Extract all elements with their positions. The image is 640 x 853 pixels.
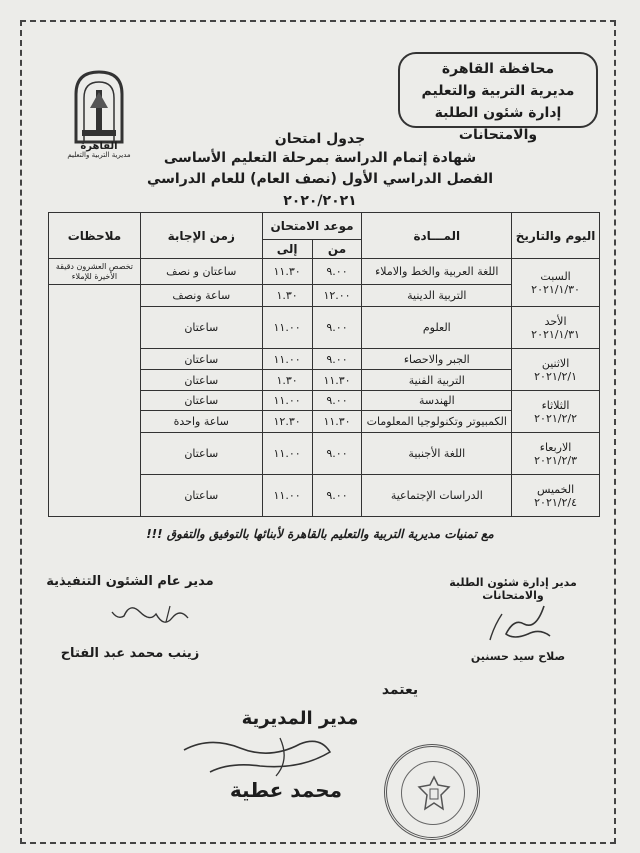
header-notes: ملاحظات: [49, 213, 141, 259]
from-cell: ٩.٠٠: [312, 391, 362, 411]
from-cell: ١٢.٠٠: [312, 285, 362, 307]
approval-label: يعتمد: [381, 682, 419, 698]
subject-cell: الجبر والاحصاء: [362, 349, 512, 370]
right-signature-title: مدير إدارة شئون الطلبة والامتحانات: [449, 576, 577, 602]
subject-cell: التربية الدينية: [362, 285, 512, 307]
duration-cell: ساعتان و نصف: [140, 259, 262, 285]
footer-wishes: مع تمنيات مديرية التربية والتعليم بالقاهرة لأبنائها بالتوفيق والتفوق !!!: [146, 527, 494, 541]
day-date: ٢٠٢١/٢/١: [534, 369, 577, 383]
logo-name: القاهرة: [80, 141, 118, 152]
to-cell: ١.٣٠: [262, 370, 312, 391]
header-subject: المـــادة: [362, 213, 512, 259]
document-title: [130, 130, 510, 212]
subject-cell: العلوم: [362, 307, 512, 349]
header-exam-time: موعد الامتحان: [262, 213, 362, 240]
left-signature-scribble-icon: [110, 600, 190, 630]
from-cell: ٩.٠٠: [312, 349, 362, 370]
day-date: ٢٠٢١/٢/٤: [534, 495, 577, 509]
from-cell: ٩.٠٠: [312, 475, 362, 517]
from-cell: ٩.٠٠: [312, 433, 362, 475]
subject-cell: الهندسة: [362, 391, 512, 411]
to-cell: ١.٣٠: [262, 285, 312, 307]
right-signature-scribble-icon: [484, 600, 554, 644]
day-name: الاربعاء: [539, 440, 572, 454]
right-signature-name: صلاح سيد حسنين: [470, 650, 566, 663]
header-department: إدارة شئون الطلبة والامتحانات: [434, 105, 562, 143]
director-title: مدير المديرية: [241, 708, 359, 729]
notes-cell: تخصص العشرون دقيقة الأخيرة للإملاء: [49, 259, 141, 285]
header-box: [398, 52, 598, 143]
day-cell: [512, 259, 600, 307]
day-cell: [512, 307, 600, 349]
subject-cell: اللغة الأجنبية: [362, 433, 512, 475]
table-row: [49, 259, 600, 285]
duration-cell: ساعتان: [140, 307, 262, 349]
from-cell: ٩.٠٠: [312, 307, 362, 349]
to-cell: ١١.٠٠: [262, 475, 312, 517]
from-cell: ١١.٣٠: [312, 411, 362, 433]
header-to: إلى: [262, 240, 312, 259]
director-signature-scribble-icon: [180, 730, 350, 780]
day-date: ٢٠٢١/٢/٢: [534, 411, 577, 425]
day-name: الاثنين: [541, 356, 570, 370]
to-cell: ١١.٠٠: [262, 433, 312, 475]
subject-cell: اللغة العربية والخط والاملاء: [362, 259, 512, 285]
to-cell: ١٢.٣٠: [262, 411, 312, 433]
day-name: الأحد: [544, 314, 567, 328]
day-date: ٢٠٢١/١/٣١: [531, 327, 580, 341]
header-duration: زمن الإجابة: [140, 213, 262, 259]
duration-cell: ساعتان: [140, 433, 262, 475]
day-cell: [512, 391, 600, 433]
from-cell: ٩.٠٠: [312, 259, 362, 285]
eagle-emblem-icon: [417, 775, 451, 813]
left-signature-title: مدير عام الشئون التنفيذية: [46, 574, 214, 589]
header-from: من: [312, 240, 362, 259]
logo-subtitle: مديرية التربية والتعليم: [67, 151, 131, 159]
from-cell: ١١.٣٠: [312, 370, 362, 391]
to-cell: ١١.٠٠: [262, 307, 312, 349]
subject-cell: التربية الفنية: [362, 370, 512, 391]
director-name: محمد عطية: [229, 778, 343, 802]
day-date: ٢٠٢١/١/٣٠: [531, 282, 580, 296]
duration-cell: ساعة واحدة: [140, 411, 262, 433]
subject-cell: الدراسات الإجتماعية: [362, 475, 512, 517]
logo-caption: [58, 142, 140, 160]
notes-cell-empty: [49, 285, 141, 517]
header-governorate: محافظة القاهرة: [441, 61, 555, 77]
title-line1: جدول امتحان: [274, 131, 366, 147]
day-name: السبت: [540, 269, 571, 283]
day-cell: [512, 349, 600, 391]
duration-cell: ساعتان: [140, 370, 262, 391]
duration-cell: ساعتان: [140, 391, 262, 411]
day-name: الخميس: [536, 482, 575, 496]
official-seal-icon: [384, 744, 480, 840]
duration-cell: ساعتان: [140, 475, 262, 517]
day-name: الثلاثاء: [541, 398, 570, 412]
day-cell: [512, 475, 600, 517]
subject-cell: الكمبيوتر وتكنولوجيا المعلومات: [362, 411, 512, 433]
header-directorate: مديرية التربية والتعليم: [421, 83, 575, 99]
title-line3: الفصل الدراسي الأول (نصف العام) للعام الدراسي ٢٠٢٠/٢٠٢١: [147, 171, 493, 209]
day-date: ٢٠٢١/٢/٣: [534, 453, 577, 467]
title-line2: شهادة إتمام الدراسة بمرحلة التعليم الأساسى: [163, 150, 477, 166]
to-cell: ١١.٣٠: [262, 259, 312, 285]
exam-schedule-table: [48, 212, 600, 517]
left-signature-name: زينب محمد عبد الفتاح: [60, 646, 200, 661]
to-cell: ١١.٠٠: [262, 349, 312, 370]
cairo-logo-icon: [72, 68, 126, 144]
to-cell: ١١.٠٠: [262, 391, 312, 411]
day-cell: [512, 433, 600, 475]
duration-cell: ساعتان: [140, 349, 262, 370]
header-day-date: اليوم والتاريخ: [512, 213, 600, 259]
duration-cell: ساعة ونصف: [140, 285, 262, 307]
